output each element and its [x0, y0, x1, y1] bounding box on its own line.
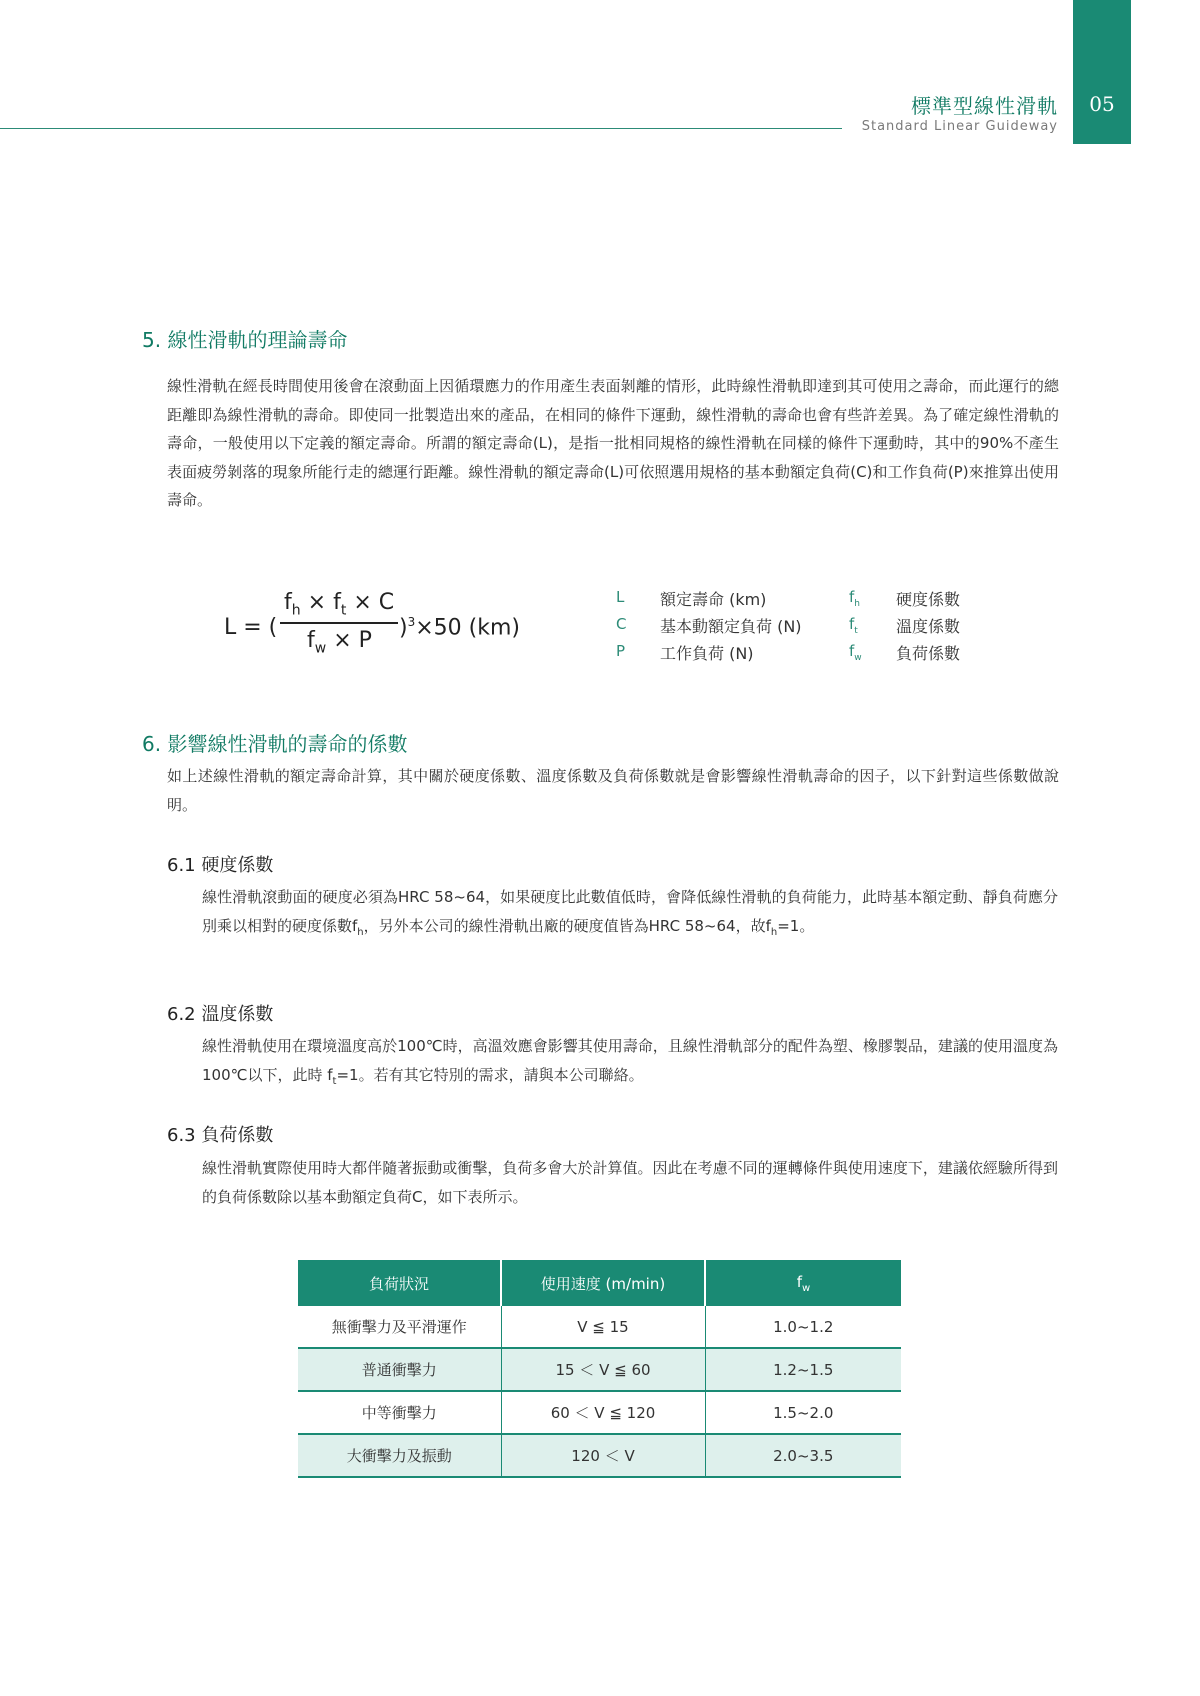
legend-symbol-p: P [616, 642, 626, 660]
cell-fw: 2.0~3.5 [705, 1434, 901, 1477]
legend-symbol-l: L [616, 588, 625, 606]
table-row [298, 1306, 901, 1348]
legend-symbol-fw: $f_w$ [849, 642, 862, 663]
section-6-paragraph: 如上述線性滑軌的額定壽命計算，其中關於硬度係數、溫度係數及負荷係數就是會影響線性滑軌壽命的因子，以下針對這些係數做說明。 [167, 767, 1059, 814]
section-6-1-heading: 6.1 硬度係數 [167, 855, 274, 876]
page-number-tab [1073, 0, 1131, 144]
table-row [298, 1391, 901, 1434]
page-number: 05 [1089, 92, 1115, 116]
header-title: 標準型線性滑軌 [911, 94, 1058, 118]
header-speed: 使用速度 (m/min) [501, 1260, 705, 1306]
formula-numerator: $f_h \times f_t \times C$ [284, 590, 395, 619]
header-load-condition: 負荷狀況 [298, 1260, 501, 1306]
header-subtitle: Standard Linear Guideway [861, 119, 1058, 134]
cell-load: 大衝擊力及振動 [298, 1434, 501, 1477]
legend-desc-fw: 負荷係數 [896, 644, 961, 663]
section-6-2-paragraph: 線性滑軌使用在環境溫度高於100℃時，高溫效應會影響其使用壽命，且線性滑軌部分的配件為塑、橡膠製品，建議的使用溫度為100℃以下，此時 $f_t=1$。若有其它特別的需求，請與本公司聯絡。 [202, 1037, 1058, 1087]
section-6-1-paragraph: 線性滑軌滾動面的硬度必須為HRC 58~64，如果硬度比此數值低時，會降低線性滑軌的負荷能力，此時基本額定動、靜負荷應分別乘以相對的硬度係數$f_h$，另外本公司的線性滑軌出廠的硬度值皆為HRC 58~64，故$f_h=1$。 [202, 888, 1058, 938]
section-6-heading: 6. 影響線性滑軌的壽命的係數 [142, 732, 408, 756]
legend-desc-p: 工作負荷 (N) [660, 644, 754, 663]
cell-speed: 60 ＜ V ≦ 120 [501, 1391, 705, 1434]
legend-desc-ft: 溫度係數 [896, 617, 961, 636]
cell-load: 普通衝擊力 [298, 1348, 501, 1391]
header-fw: $f_w$ [705, 1260, 901, 1306]
table-row [298, 1348, 901, 1391]
legend-symbol-ft: $f_t$ [849, 615, 858, 636]
cell-speed: 120 ＜ V [501, 1434, 705, 1477]
section-5-paragraph: 線性滑軌在經長時間使用後會在滾動面上因循環應力的作用產生表面剝離的情形，此時線性滑軌即達到其可使用之壽命，而此運行的總距離即為線性滑軌的壽命。即使同一批製造出來的產品，在相同的條件下運動，線性滑軌的壽命也會有些許差異。為了確定線性滑軌的壽命，一般使用以下定義的額定壽命。所謂的額定壽命(L)，是指一批相同規格的線性滑軌在同樣的條件下運動時，其中的90%不產生表面疲勞剝落的現象所能行走的總運行距離。線性滑軌的額定壽命(L)可依照選用規格的基本動額定負荷(C)和工作負荷(P)來推算出使用壽命。 [167, 377, 1059, 509]
legend-symbol-fh: $f_h$ [849, 588, 860, 609]
cell-load: 無衝擊力及平滑運作 [298, 1306, 501, 1348]
section-6-3-heading: 6.3 負荷係數 [167, 1125, 274, 1146]
header-rule [0, 128, 842, 129]
table-header-row [298, 1260, 901, 1306]
legend-desc-l: 額定壽命 (km) [660, 590, 767, 609]
cell-fw: 1.5~2.0 [705, 1391, 901, 1434]
legend-desc-fh: 硬度係數 [896, 590, 961, 609]
cell-fw: 1.2~1.5 [705, 1348, 901, 1391]
legend-symbol-c: C [616, 615, 627, 633]
section-6-2-heading: 6.2 溫度係數 [167, 1004, 274, 1025]
section-6-3-paragraph: 線性滑軌實際使用時大都伴隨著振動或衝擊，負荷多會大於計算值。因此在考慮不同的運轉條件與使用速度下，建議依經驗所得到的負荷係數除以基本動額定負荷C，如下表所示。 [202, 1159, 1058, 1206]
cell-load: 中等衝擊力 [298, 1391, 501, 1434]
formula-lhs: L = ( [224, 615, 278, 640]
formula-denominator: $f_w \times P$ [307, 628, 372, 657]
load-factor-table [298, 1260, 901, 1478]
legend-desc-c: 基本動額定負荷 (N) [660, 617, 802, 636]
formula-rhs: )$^3$×50 (km) [399, 615, 520, 641]
cell-speed: V ≦ 15 [501, 1306, 705, 1348]
cell-speed: 15 ＜ V ≦ 60 [501, 1348, 705, 1391]
cell-fw: 1.0~1.2 [705, 1306, 901, 1348]
fraction-bar [280, 622, 398, 624]
table-row [298, 1434, 901, 1477]
section-5-heading: 5. 線性滑軌的理論壽命 [142, 328, 348, 352]
